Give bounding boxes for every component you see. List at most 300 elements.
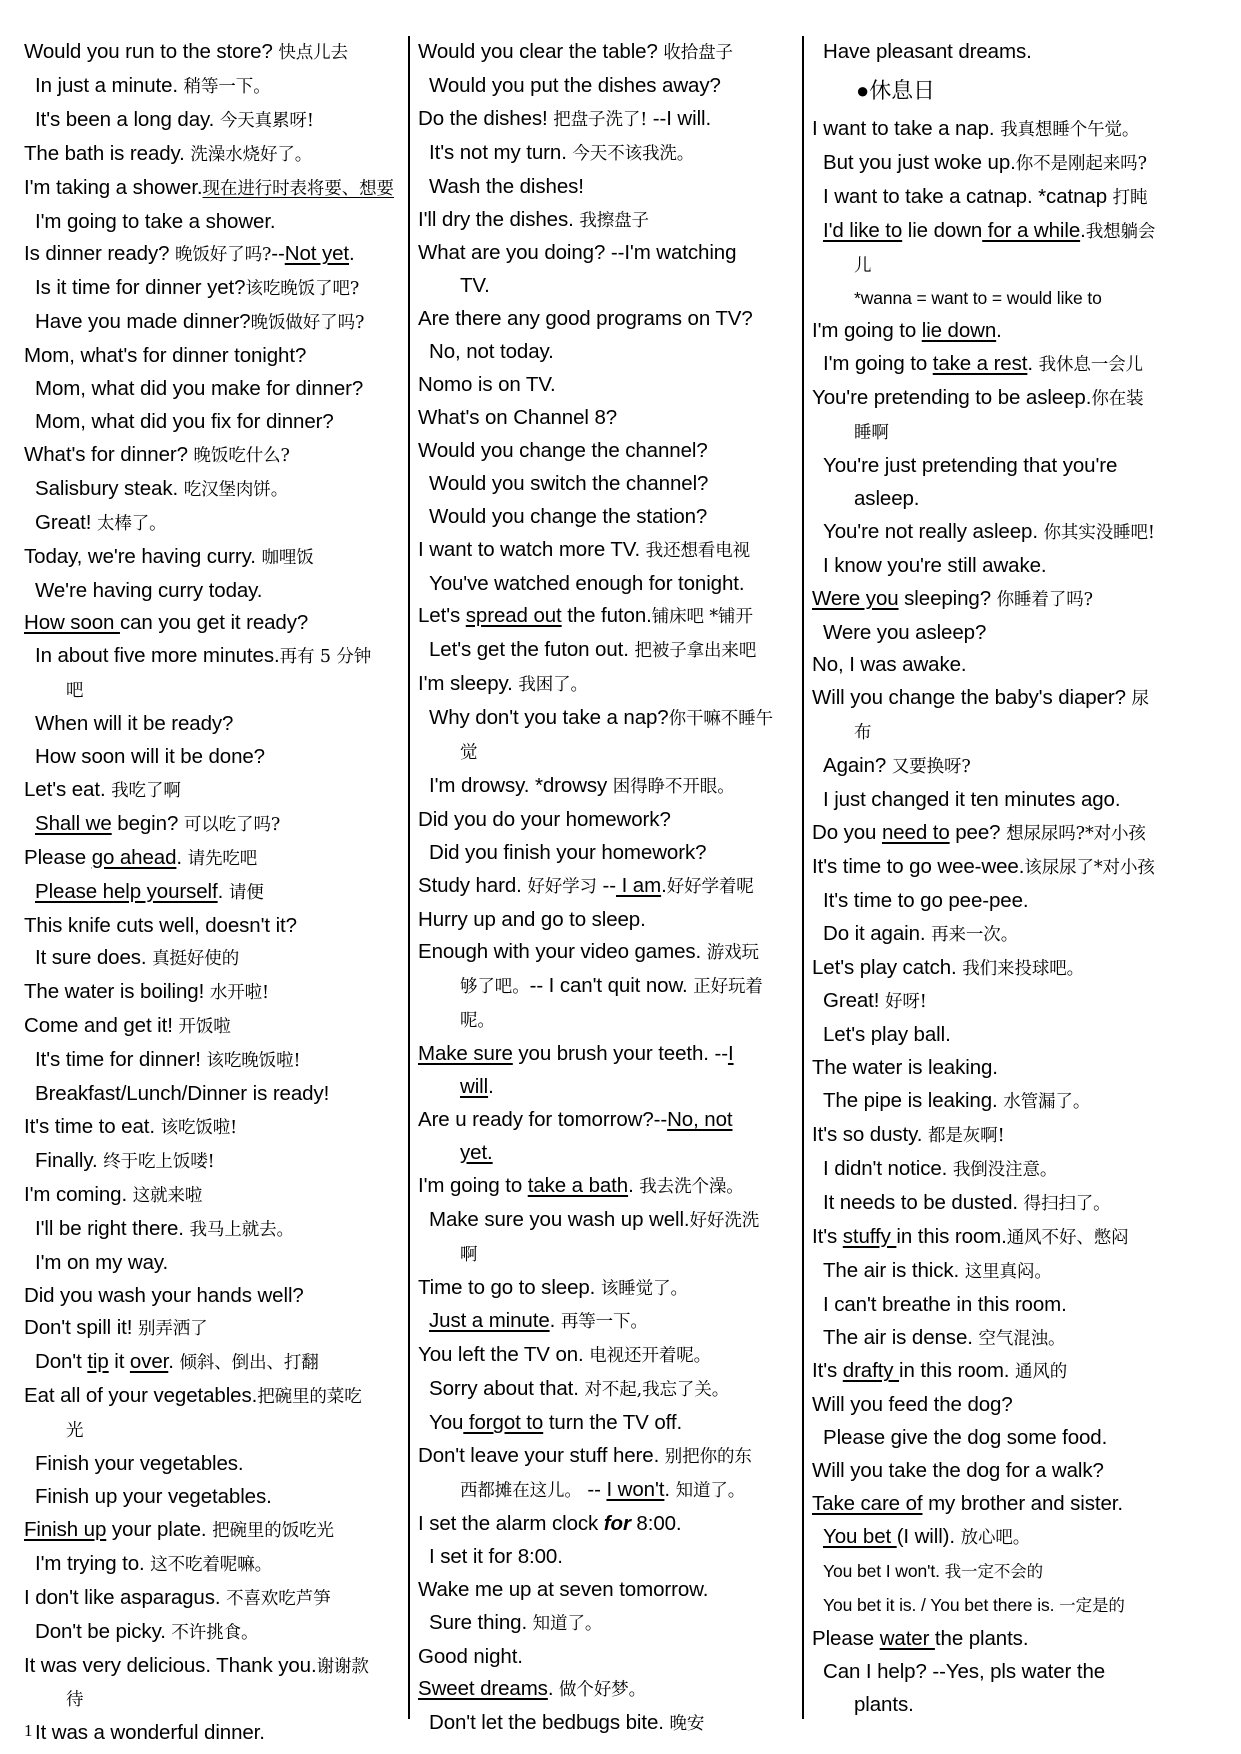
text-segment: We're having curry today.: [35, 578, 263, 602]
text-segment: Why don't you take a nap?: [429, 706, 669, 730]
text-segment: I'm coming.: [24, 1182, 133, 1206]
text-segment: begin?: [111, 811, 184, 835]
phrase-line: [418, 237, 796, 270]
text-segment: 你在装: [1091, 389, 1144, 410]
phrase-line: [418, 600, 796, 634]
phrase-line: [24, 942, 402, 976]
text-segment: Not yet: [284, 242, 350, 266]
text-segment: 够了吧。: [460, 977, 530, 998]
phrase-line: [24, 1280, 402, 1313]
text-segment: 该睡觉了。: [600, 1278, 688, 1299]
text-segment: Finish up your vegetables.: [35, 1484, 272, 1508]
text-segment: .: [176, 845, 188, 869]
phrase-line: [812, 1455, 1190, 1488]
text-segment: You're just pretending that you're: [823, 453, 1118, 477]
text-segment: 别把你的东: [664, 1447, 752, 1468]
text-segment: Don't let the bedbugs bite.: [429, 1711, 670, 1735]
text-segment: 把被子拿出来吧: [634, 641, 757, 662]
text-segment: It was very delicious. Thank you.: [24, 1653, 317, 1677]
text-segment: 该尿尿了*对小孩: [1024, 857, 1155, 878]
phrase-line: [812, 282, 1190, 315]
phrase-line: [24, 876, 402, 910]
phrase-line: [418, 270, 796, 303]
text-segment: The air is thick.: [823, 1258, 965, 1282]
text-segment: It's time to eat.: [24, 1115, 161, 1138]
phrase-line: [418, 970, 796, 1004]
phrase-line: [812, 617, 1190, 650]
text-segment: I'm sleepy.: [418, 672, 519, 696]
text-segment: Let's eat.: [24, 777, 112, 801]
text-segment: I set it for 8:00.: [429, 1544, 563, 1568]
text-segment: Just a minute: [429, 1309, 550, 1333]
text-segment: Do you: [812, 820, 882, 844]
text-segment: need to: [881, 820, 950, 844]
text-segment: It's so dusty.: [812, 1123, 928, 1147]
text-segment: take a rest: [932, 352, 1028, 376]
phrase-line: [24, 70, 402, 104]
phrase-line: [812, 817, 1190, 851]
text-segment: 今天真累呀!: [219, 110, 314, 131]
text-segment: 想尿尿吗?*对小孩: [1006, 823, 1146, 844]
text-segment: Don't leave your stuff here.: [418, 1444, 665, 1468]
text-segment: 收拾盘子: [663, 43, 733, 63]
text-segment: --: [271, 242, 285, 266]
text-segment: 不喜欢吃芦笋: [226, 1588, 331, 1609]
text-segment: --: [596, 873, 617, 897]
phrase-line: [24, 674, 402, 708]
text-segment: I'm trying to.: [35, 1551, 151, 1575]
phrase-line: [418, 204, 796, 238]
text-segment: I'd like to: [823, 218, 903, 242]
text-segment: No, not: [667, 1108, 733, 1131]
text-segment: Would you clear the table?: [418, 40, 664, 63]
text-segment: 水管漏了。: [1003, 1092, 1091, 1113]
text-segment: 你其实没睡吧!: [1043, 522, 1155, 543]
phrase-line: [812, 1019, 1190, 1052]
text-segment: 现在进行时表将要、想要: [202, 178, 394, 199]
text-segment: Study hard.: [418, 873, 528, 897]
phrase-line: [418, 1038, 796, 1071]
phrase-line: [418, 770, 796, 804]
text-segment: .: [547, 1677, 560, 1701]
text-segment: the plants.: [934, 1626, 1029, 1650]
text-segment: can you get it ready?: [119, 611, 309, 635]
text-segment: Mom, what's for dinner tonight?: [24, 344, 307, 368]
phrase-line: [812, 1052, 1190, 1085]
text-segment: I am: [616, 873, 662, 897]
text-segment: Sweet dreams: [418, 1677, 548, 1701]
text-segment: Would you change the channel?: [418, 438, 708, 462]
text-segment: Nomo is on TV.: [418, 373, 556, 397]
text-segment: Do it again.: [823, 921, 932, 945]
phrase-line: [24, 36, 402, 70]
text-segment: .: [996, 319, 1002, 343]
phrase-line: [418, 171, 796, 204]
phrase-line: [418, 1641, 796, 1674]
text-segment: Don't: [35, 1350, 88, 1374]
phrase-line: [24, 1414, 402, 1448]
phrase-line: [812, 315, 1190, 348]
text-segment: .: [349, 242, 355, 266]
text-segment: Let's: [418, 604, 466, 628]
text-segment: 别弄洒了: [137, 1319, 208, 1340]
text-segment: 待: [66, 1690, 84, 1711]
text-segment: lie down: [902, 218, 983, 242]
phrase-line: [24, 1448, 402, 1481]
text-segment: Will you feed the dog?: [812, 1393, 1013, 1417]
phrase-line: [812, 1555, 1190, 1589]
text-segment: .: [664, 1477, 676, 1501]
text-segment: Great!: [35, 510, 97, 534]
text-segment: 你睡着了吗?: [996, 589, 1093, 610]
phrase-line: [418, 103, 796, 137]
text-segment: This knife cuts well, doesn't it?: [24, 913, 297, 937]
text-segment: Did you do your homework?: [418, 807, 671, 831]
phrase-line: [24, 272, 402, 306]
text-segment: 对不起,我忘了关。: [584, 1380, 730, 1401]
phrase-line: [812, 1355, 1190, 1389]
text-segment: 西都摊在这儿。: [460, 1480, 582, 1501]
column-divider: [408, 36, 410, 1719]
text-segment: I'm going to: [823, 352, 933, 376]
column-3: [812, 36, 1190, 1721]
text-segment: .: [628, 1173, 640, 1197]
text-segment: 请先吃吧: [187, 848, 258, 869]
text-segment: What are you doing? --I'm watching: [418, 241, 737, 265]
text-segment: The pipe is leaking.: [823, 1089, 1004, 1113]
phrase-line: [812, 382, 1190, 416]
text-segment: it: [108, 1350, 130, 1374]
text-segment: Is it time for dinner yet?: [35, 276, 246, 300]
text-segment: take a bath: [527, 1173, 629, 1197]
text-segment: Great!: [823, 989, 885, 1013]
text-segment: Finish your vegetables.: [35, 1452, 244, 1476]
phrase-line: [812, 1255, 1190, 1289]
text-segment: 困得睁不开眼。: [612, 776, 735, 797]
text-segment: Finish up: [24, 1517, 107, 1541]
text-segment: 太棒了。: [96, 513, 167, 534]
text-segment: It's: [812, 1224, 843, 1248]
phrase-line: [418, 1574, 796, 1607]
text-segment: 晚饭做好了吗?: [250, 313, 365, 334]
text-segment: 水开啦!: [209, 983, 269, 1004]
text-segment: Sorry about that.: [429, 1377, 585, 1401]
text-segment: You bet: [823, 1524, 897, 1548]
text-segment: ●休息日: [856, 77, 935, 103]
phrase-line: [418, 1673, 796, 1707]
phrase-line: [24, 104, 402, 138]
phrase-line: [812, 215, 1190, 249]
phrase-line: [418, 634, 796, 668]
phrase-line: [418, 1541, 796, 1574]
phrase-line: [24, 473, 402, 507]
phrase-line: [24, 439, 402, 473]
text-segment: 该吃晚饭啦!: [206, 1051, 301, 1072]
text-segment: 这里真闷。: [964, 1261, 1052, 1282]
phrase-line: [24, 1582, 402, 1616]
phrase-line: [24, 1380, 402, 1414]
phrase-line: [812, 1221, 1190, 1255]
text-segment: You bet I won't.: [823, 1560, 945, 1581]
text-segment: It needs to be dusted.: [823, 1190, 1024, 1214]
text-segment: 空气混浊。: [978, 1328, 1066, 1349]
text-segment: 把碗里的菜吃: [257, 1387, 362, 1408]
text-segment: Are there any good programs on TV?: [418, 307, 753, 331]
text-segment: In just a minute.: [35, 73, 184, 97]
text-segment: 布: [854, 723, 872, 744]
text-segment: 做个好梦。: [559, 1680, 647, 1701]
phrase-line: [418, 70, 796, 103]
text-segment: 晚安: [669, 1714, 705, 1735]
phrase-line: [812, 952, 1190, 986]
text-segment: 铺床吧 *铺开: [651, 607, 753, 628]
text-segment: Please give the dog some food.: [823, 1426, 1108, 1450]
text-segment: It's time to go wee-wee.: [812, 854, 1025, 878]
phrase-line: [812, 147, 1190, 181]
text-segment: my brother and sister.: [922, 1492, 1123, 1516]
text-segment: 我想躺会: [1085, 221, 1156, 242]
phrase-line: [418, 36, 796, 70]
text-segment: 觉: [460, 743, 478, 764]
phrase-line: [812, 682, 1190, 716]
text-segment: Did you wash your hands well?: [24, 1283, 304, 1307]
text-segment: in this room.: [896, 1224, 1007, 1248]
text-segment: .: [168, 1350, 180, 1374]
text-segment: 通风的: [1015, 1362, 1068, 1383]
text-segment: 晚饭吃什么?: [193, 445, 290, 466]
phrase-line: [24, 842, 402, 876]
phrase-line: [812, 750, 1190, 784]
text-segment: Don't be picky.: [35, 1619, 172, 1643]
phrase-line: [418, 1204, 796, 1238]
text-segment: sleeping?: [898, 586, 997, 610]
text-segment: I'm on my way.: [35, 1250, 169, 1274]
text-segment: It's not my turn.: [429, 140, 573, 164]
phrase-line: [418, 1272, 796, 1306]
text-segment: 晚饭好了吗?: [175, 245, 272, 266]
phrase-line: [418, 837, 796, 870]
text-segment: 我们来投球吧。: [962, 958, 1085, 979]
phrase-line: [812, 1085, 1190, 1119]
text-segment: --: [581, 1477, 607, 1501]
text-segment: Were you: [812, 586, 899, 610]
phrase-line: [24, 1044, 402, 1078]
phrase-line: [24, 1078, 402, 1111]
text-segment: Shall we: [35, 811, 112, 835]
phrase-line: [24, 406, 402, 439]
text-segment: spread out: [465, 604, 562, 628]
phrase-line: [418, 1104, 796, 1137]
text-segment: Would you run to the store?: [24, 40, 279, 63]
phrase-line: [418, 336, 796, 369]
text-segment: drafty: [842, 1359, 900, 1383]
phrase-line: [24, 607, 402, 640]
text-segment: Don't spill it!: [24, 1316, 138, 1340]
text-segment: It's: [812, 1359, 843, 1383]
text-segment: .: [1027, 352, 1039, 376]
text-segment: 光: [66, 1421, 84, 1442]
text-segment: Please: [24, 845, 92, 869]
text-segment: It's time for dinner!: [35, 1048, 207, 1072]
text-segment: Would you put the dishes away?: [429, 73, 721, 97]
text-segment: Can I help? --Yes, pls water the: [823, 1659, 1106, 1683]
phrase-line: [418, 369, 796, 402]
phrase-line: [418, 1607, 796, 1641]
phrase-line: [418, 1440, 796, 1474]
text-segment: The air is dense.: [823, 1325, 979, 1349]
phrase-line: [418, 402, 796, 435]
text-segment: 知道了。: [532, 1613, 603, 1634]
text-segment: I don't like asparagus.: [24, 1585, 227, 1609]
text-segment: (I will).: [896, 1524, 961, 1548]
phrase-line: [418, 534, 796, 568]
phrase-line: [812, 918, 1190, 952]
text-segment: asleep.: [854, 486, 920, 510]
text-segment: What's for dinner?: [24, 442, 194, 466]
phrase-line: [24, 507, 402, 541]
text-segment: 啊: [460, 1244, 478, 1265]
text-segment: pee?: [949, 820, 1007, 844]
phrase-line: [812, 1322, 1190, 1356]
text-segment: I'm going to: [812, 319, 922, 343]
phrase-line: [812, 348, 1190, 382]
text-segment: 又要换呀?: [891, 757, 971, 778]
phrase-line: [24, 1247, 402, 1280]
text-segment: 终于吃上饭喽!: [103, 1151, 215, 1172]
text-segment: No, not today.: [429, 340, 554, 364]
phrase-line: [24, 1683, 402, 1717]
text-segment: 尿: [1131, 689, 1149, 710]
phrase-line: [812, 1656, 1190, 1689]
text-segment: I know you're still awake.: [823, 553, 1047, 577]
text-segment: in this room.: [899, 1359, 1015, 1383]
text-segment: 好好洗洗: [689, 1210, 760, 1231]
phrase-line: [24, 138, 402, 172]
phrase-line: [24, 976, 402, 1010]
text-segment: Wake me up at seven tomorrow.: [418, 1577, 709, 1601]
text-segment: 正好玩着: [693, 977, 763, 998]
column-2: [418, 36, 796, 1741]
phrase-line: [24, 1481, 402, 1514]
phrase-line: [418, 736, 796, 770]
text-segment: Breakfast/Lunch/Dinner is ready!: [35, 1082, 330, 1106]
text-segment: 把碗里的饭吃光: [212, 1520, 334, 1541]
text-segment: Will you take the dog for a walk?: [812, 1459, 1104, 1483]
text-segment: But you just woke up.: [823, 150, 1016, 174]
text-segment: Let's play catch.: [812, 955, 963, 979]
phrase-line: [418, 1339, 796, 1373]
text-segment: 你不是刚起来吗?: [1015, 153, 1147, 174]
text-segment: 再有 5 分钟: [279, 647, 372, 668]
text-segment: Please help yourself: [35, 879, 218, 903]
text-segment: 好呀!: [884, 992, 927, 1013]
text-segment: It was a wonderful dinner.: [35, 1721, 265, 1745]
text-segment: Good night.: [418, 1644, 523, 1668]
phrase-line: [418, 501, 796, 534]
text-segment: 谢谢款: [316, 1656, 369, 1677]
text-segment: Have you made dinner?: [35, 310, 251, 334]
text-segment: 你干嘛不睡午: [668, 709, 774, 730]
text-segment: TV.: [460, 274, 490, 298]
text-segment: 游戏玩: [706, 943, 759, 964]
phrase-line: [24, 1145, 402, 1179]
phrase-line: [418, 1707, 796, 1741]
text-segment: It sure does.: [35, 946, 153, 970]
phrase-line: [812, 36, 1190, 69]
text-segment: You: [429, 1411, 464, 1435]
phrase-line: [24, 1717, 402, 1750]
text-segment: 请便: [228, 882, 264, 903]
text-segment: 我吃了啊: [111, 780, 181, 801]
phrase-line: [812, 1488, 1190, 1521]
text-segment: Are u ready for tomorrow?--: [418, 1108, 668, 1131]
text-segment: I want to take a catnap. *catnap: [823, 184, 1113, 208]
phrase-line: [812, 851, 1190, 885]
text-segment: 呢。: [460, 1011, 495, 1032]
text-segment: I'm taking a shower.: [24, 175, 203, 199]
text-segment: 我倒没注意。: [952, 1160, 1058, 1180]
text-segment: 可以吃了吗?: [183, 814, 281, 835]
phrase-line: [24, 1514, 402, 1548]
text-segment: 开饭啦: [178, 1017, 231, 1038]
text-segment: How soon: [24, 611, 120, 635]
text-segment: It's time to go pee-pee.: [823, 888, 1029, 912]
phrase-line: [812, 1119, 1190, 1153]
text-segment: 好好学着呢: [666, 876, 754, 897]
phrase-line: [812, 1422, 1190, 1455]
text-segment: .: [661, 873, 667, 897]
text-segment: 真挺好使的: [152, 949, 240, 970]
text-segment: You're not really asleep.: [823, 519, 1044, 543]
phrase-line: [418, 870, 796, 904]
phrase-line: [24, 206, 402, 239]
text-segment: 吃汉堡肉饼。: [183, 479, 289, 500]
text-segment: Do the dishes!: [418, 106, 554, 130]
phrase-line: [812, 784, 1190, 817]
text-segment: 通风不好、憋闷: [1006, 1227, 1129, 1248]
phrase-line: [418, 1004, 796, 1038]
phrase-line: [812, 1521, 1190, 1555]
phrase-line: [812, 1623, 1190, 1656]
text-segment: 我休息一会儿: [1038, 355, 1143, 376]
text-segment: 儿: [854, 255, 872, 276]
phrase-line: [418, 1508, 796, 1541]
text-segment: 该吃饭啦!: [160, 1118, 238, 1138]
text-segment: 8:00.: [630, 1511, 682, 1535]
text-segment: Eat all of your vegetables.: [24, 1384, 258, 1408]
text-segment: tip: [87, 1350, 109, 1374]
phrase-line: [418, 1238, 796, 1272]
phrase-line: [418, 568, 796, 601]
text-segment: Please: [812, 1626, 880, 1650]
text-segment: 再来一次。: [931, 924, 1019, 945]
text-segment: 打盹: [1112, 187, 1148, 208]
text-segment: 洗澡水烧好了。: [190, 144, 313, 165]
text-segment: The water is boiling!: [24, 980, 210, 1004]
text-segment: 我还想看电视: [645, 540, 751, 561]
text-segment: Finally.: [35, 1148, 104, 1172]
text-segment: Did you finish your homework?: [429, 840, 707, 864]
text-segment: go ahead: [91, 845, 177, 869]
text-segment: Make sure you wash up well.: [429, 1207, 690, 1231]
text-segment: Enough with your video games.: [418, 940, 707, 964]
phrase-line: [812, 450, 1190, 483]
phrase-line: [24, 1312, 402, 1346]
text-segment: .: [549, 1309, 561, 1333]
text-segment: Again?: [823, 754, 892, 778]
phrase-line: [812, 1187, 1190, 1221]
text-segment: You're pretending to be asleep.: [812, 386, 1092, 410]
